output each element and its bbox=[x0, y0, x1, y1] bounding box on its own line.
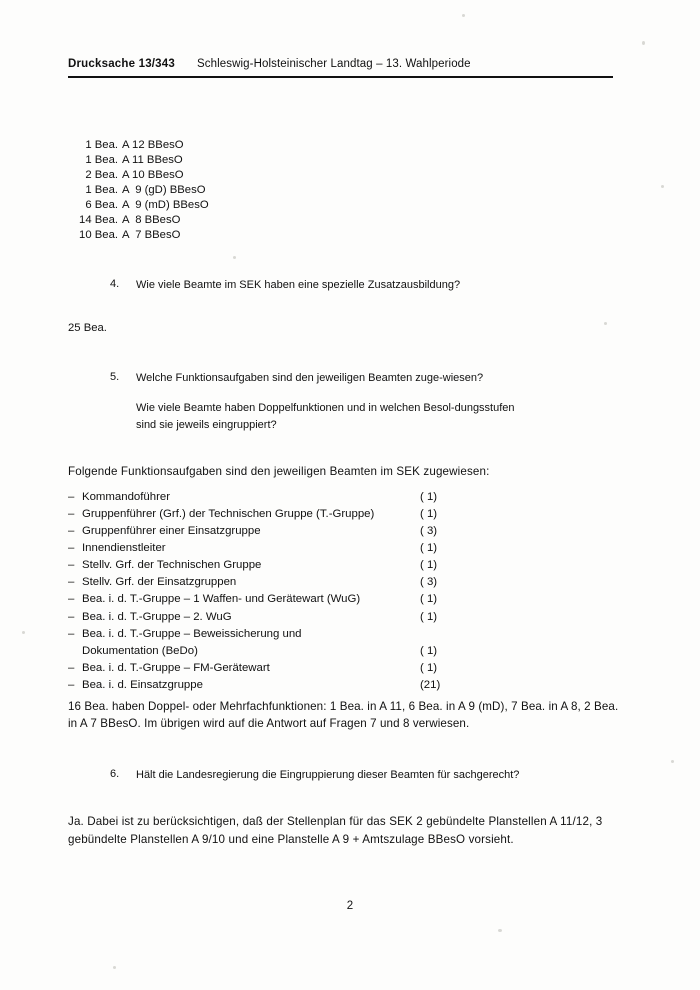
dash-bullet: – bbox=[68, 576, 75, 589]
dash-bullet: – bbox=[68, 507, 75, 520]
besoldung-count: 1 Bea. bbox=[85, 154, 118, 167]
function-label: Innendienstleiter bbox=[82, 542, 166, 555]
function-label: Stellv. Grf. der Einsatzgruppen bbox=[82, 576, 237, 589]
document-body bbox=[68, 100, 628, 849]
list-item bbox=[68, 557, 628, 574]
besoldung-label: A 10 BBesO bbox=[122, 169, 184, 182]
list-item bbox=[68, 677, 628, 694]
list-item bbox=[68, 626, 628, 643]
besoldung-count: 2 Bea. bbox=[85, 169, 118, 182]
scan-speckle bbox=[462, 14, 465, 17]
list-item bbox=[68, 183, 628, 198]
question-4-number: 4. bbox=[110, 278, 120, 291]
dash-bullet: – bbox=[68, 678, 75, 691]
function-count: ( 3) bbox=[420, 524, 438, 537]
list-item bbox=[68, 213, 628, 228]
answer-5-intro: Folgende Funktionsaufgaben sind den jeweiligen Beamten im SEK zugewiesen: bbox=[68, 465, 490, 479]
function-label: Stellv. Grf. der Technischen Gruppe bbox=[82, 559, 262, 572]
besoldung-count: 6 Bea. bbox=[85, 199, 118, 212]
function-label: Bea. i. d. T.-Gruppe – FM-Gerätewart bbox=[82, 661, 270, 674]
list-item bbox=[68, 489, 628, 506]
besoldung-label: A 11 BBesO bbox=[122, 154, 183, 167]
question-5 bbox=[68, 370, 628, 434]
function-label: Bea. i. d. T.-Gruppe – 1 Waffen- und Gerätewart (WuG) bbox=[82, 593, 361, 606]
besoldung-list bbox=[68, 138, 628, 243]
list-item bbox=[68, 168, 628, 183]
scan-speckle bbox=[671, 760, 674, 763]
page-number: 2 bbox=[346, 900, 354, 912]
dash-bullet: – bbox=[68, 490, 75, 503]
function-count: ( 3) bbox=[420, 576, 438, 589]
list-item bbox=[68, 523, 628, 540]
function-count: ( 1) bbox=[420, 661, 438, 674]
question-5-number: 5. bbox=[110, 370, 120, 383]
function-count: ( 1) bbox=[420, 542, 438, 555]
question-6 bbox=[68, 767, 628, 784]
document-header bbox=[68, 58, 613, 70]
function-label: Gruppenführer (Grf.) der Technischen Gruppe (T.-Gruppe) bbox=[82, 507, 375, 520]
scan-speckle bbox=[113, 966, 116, 969]
scan-speckle bbox=[642, 41, 645, 45]
dash-bullet: – bbox=[68, 593, 75, 606]
function-label: Bea. i. d. T.-Gruppe – 2. WuG bbox=[82, 610, 232, 623]
document-title: Schleswig-Holsteinischer Landtag – 13. Wahlperiode bbox=[196, 58, 471, 70]
scan-speckle bbox=[661, 185, 664, 188]
list-item bbox=[68, 198, 628, 213]
function-list bbox=[68, 489, 628, 694]
answer-6: Ja. Dabei ist zu berücksichtigen, daß der Stellenplan für das SEK 2 gebündelte Planstellen A 11/12, 3 gebündelte Planstellen A 9/10 und eine Planstelle A 9 + Amtszulage BBesO vorsieht. bbox=[68, 815, 603, 846]
dash-bullet: – bbox=[68, 627, 75, 640]
question-4 bbox=[68, 277, 628, 294]
list-item-continuation bbox=[68, 643, 628, 660]
besoldung-count: 10 Bea. bbox=[79, 229, 118, 242]
drucksache-number: Drucksache 13/343 bbox=[68, 58, 175, 70]
function-count: ( 1) bbox=[420, 490, 438, 503]
besoldung-label: A 7 BBesO bbox=[122, 229, 181, 242]
function-label: Gruppenführer einer Einsatzgruppe bbox=[82, 524, 261, 537]
list-item bbox=[68, 228, 628, 243]
besoldung-count: 14 Bea. bbox=[79, 214, 118, 227]
besoldung-count: 1 Bea. bbox=[85, 139, 118, 151]
list-item bbox=[68, 591, 628, 608]
list-item bbox=[68, 506, 628, 523]
function-count bbox=[412, 626, 476, 643]
function-count: ( 1) bbox=[420, 644, 438, 657]
function-label: Kommandoführer bbox=[82, 490, 171, 503]
question-6-number: 6. bbox=[110, 767, 120, 780]
function-count: ( 1) bbox=[420, 610, 438, 623]
scan-speckle bbox=[22, 631, 25, 634]
dash-bullet: – bbox=[68, 542, 75, 555]
function-count: ( 1) bbox=[420, 593, 438, 606]
list-item bbox=[68, 660, 628, 677]
function-count: ( 1) bbox=[420, 559, 438, 572]
list-item bbox=[68, 540, 628, 557]
dash-bullet: – bbox=[68, 610, 75, 623]
scan-speckle bbox=[498, 929, 502, 932]
question-5-text-2: Wie viele Beamte haben Doppelfunktionen und in welchen Besol-dungsstufen sind sie jeweils eingruppiert? bbox=[136, 402, 515, 431]
function-count: (21) bbox=[420, 678, 441, 691]
function-label-continued: Dokumentation (BeDo) bbox=[82, 644, 198, 657]
besoldung-label: A 12 BBesO bbox=[122, 139, 184, 151]
list-item bbox=[68, 153, 628, 168]
question-4-text: Wie viele Beamte im SEK haben eine spezielle Zusatzausbildung? bbox=[136, 279, 461, 292]
header-divider bbox=[68, 76, 613, 78]
function-label: Bea. i. d. T.-Gruppe – Beweissicherung und bbox=[82, 627, 302, 640]
answer-4: 25 Bea. bbox=[68, 321, 107, 334]
function-label: Bea. i. d. Einsatzgruppe bbox=[82, 678, 203, 691]
dash-bullet: – bbox=[68, 524, 75, 537]
question-5-text: Welche Funktionsaufgaben sind den jeweiligen Beamten zuge-wiesen? bbox=[136, 371, 484, 384]
list-item bbox=[68, 609, 628, 626]
list-item bbox=[68, 574, 628, 591]
dash-bullet: – bbox=[68, 559, 75, 572]
besoldung-label: A 9 (mD) BBesO bbox=[122, 199, 209, 212]
dash-bullet: – bbox=[68, 661, 75, 674]
besoldung-label: A 9 (gD) BBesO bbox=[122, 184, 206, 197]
function-count: ( 1) bbox=[420, 507, 438, 520]
question-6-text: Hält die Landesregierung die Eingruppierung dieser Beamten für sachgerecht? bbox=[136, 768, 520, 781]
answer-5-summary: 16 Bea. haben Doppel- oder Mehrfachfunktionen: 1 Bea. in A 11, 6 Bea. in A 9 (mD), 7 Bea. in A 8, 2 Bea. in A 7 BBesO. Im übrigen wird auf die Antwort auf Fragen 7 und 8 verwiesen. bbox=[68, 700, 619, 731]
list-item bbox=[68, 138, 628, 153]
besoldung-label: A 8 BBesO bbox=[122, 214, 181, 227]
besoldung-count: 1 Bea. bbox=[85, 184, 118, 197]
